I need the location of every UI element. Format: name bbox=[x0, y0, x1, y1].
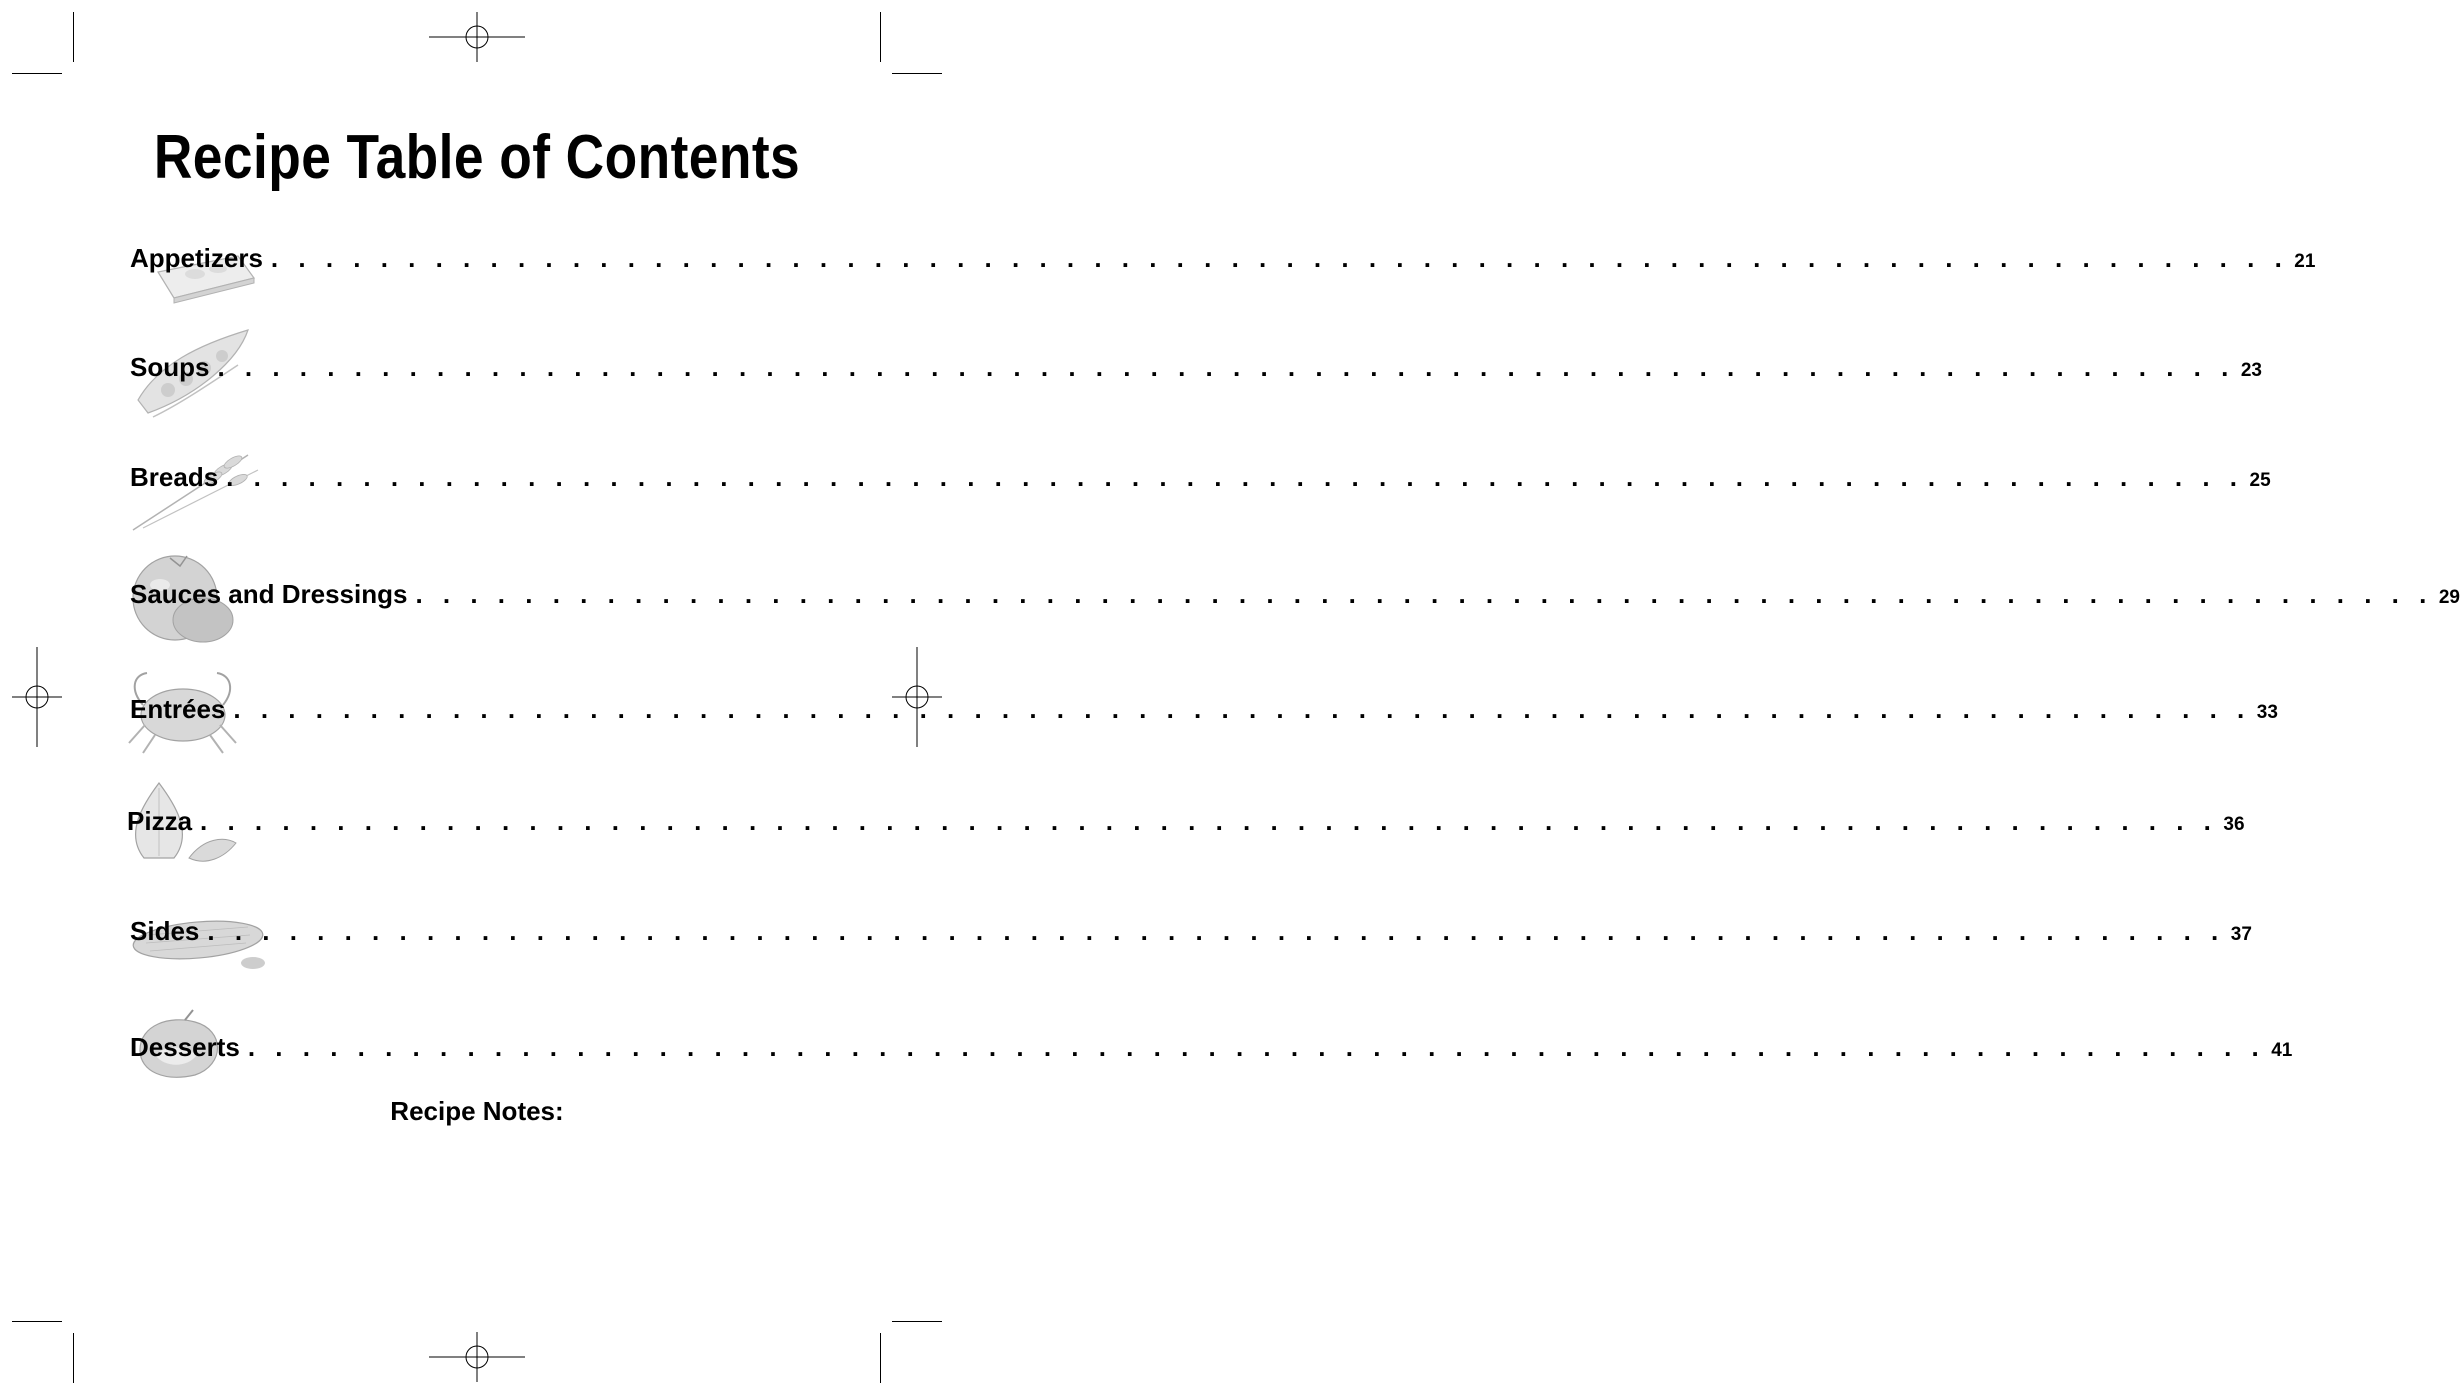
crop-mark bbox=[12, 1321, 62, 1322]
registration-mark-icon bbox=[12, 647, 62, 747]
crop-mark bbox=[73, 1333, 74, 1383]
dot-leader: . . . . . . . . . . . . . . . . . . . . . . . . . . . . . . . . . . . . . . . . . . . . . . . . . . . . . . . . . . . . . . . . . . . . . . . . . . bbox=[207, 916, 2225, 946]
dot-leader: . . . . . . . . . . . . . . . . . . . . . . . . . . . . . . . . . . . . . . . . . . . . . . . . . . . . . . . . . . . . . . . . . . . . . . . . . . bbox=[233, 694, 2251, 724]
crop-mark bbox=[12, 73, 62, 74]
crop-mark bbox=[892, 73, 942, 74]
toc-entry-label: Appetizers bbox=[130, 243, 263, 273]
toc-page-number: 37 bbox=[2230, 924, 2252, 945]
registration-mark-icon bbox=[427, 1332, 527, 1382]
toc-entry-label: Sides bbox=[130, 916, 200, 946]
toc-entry-label: Breads bbox=[130, 462, 219, 492]
dot-leader: . . . . . . . . . . . . . . . . . . . . . . . . . . . . . . . . . . . . . . . . . . . . . . . . . . . . . . . . . . . . . . . . . . . . . . . . . . bbox=[200, 806, 2218, 836]
toc-entry-label: Entrées bbox=[130, 694, 226, 724]
crop-mark bbox=[73, 12, 74, 62]
toc-page-number: 41 bbox=[2271, 1040, 2293, 1061]
toc-page-number: 21 bbox=[2294, 251, 2316, 272]
toc-entry-label: Sauces and Dressings bbox=[130, 579, 408, 609]
toc-page-number: 23 bbox=[2240, 360, 2262, 381]
toc-page-number: 29 bbox=[2438, 587, 2460, 608]
toc-page-number: 33 bbox=[2256, 702, 2278, 723]
crop-mark bbox=[892, 1321, 942, 1322]
dot-leader: . . . . . . . . . . . . . . . . . . . . . . . . . . . . . . . . . . . . . . . . . . . . . . . . . . . . . . . . . . . . . . . . . . . . . . . . . . bbox=[415, 579, 2433, 609]
recipe-notes-heading: Recipe Notes: bbox=[390, 1096, 564, 1126]
toc-entry-label: Soups bbox=[130, 352, 210, 382]
dot-leader: . . . . . . . . . . . . . . . . . . . . . . . . . . . . . . . . . . . . . . . . . . . . . . . . . . . . . . . . . . . . . . . . . . . . . . . . . . bbox=[226, 462, 2244, 492]
crop-mark bbox=[880, 1333, 881, 1383]
dot-leader: . . . . . . . . . . . . . . . . . . . . . . . . . . . . . . . . . . . . . . . . . . . . . . . . . . . . . . . . . . . . . . . . . . . . . . . . . . bbox=[247, 1032, 2266, 1062]
toc-entry-label: Pizza bbox=[127, 806, 193, 836]
registration-mark-icon bbox=[427, 12, 527, 62]
toc-entry-label: Desserts bbox=[130, 1032, 240, 1062]
toc-page-number: 25 bbox=[2249, 470, 2271, 491]
dot-leader: . . . . . . . . . . . . . . . . . . . . . . . . . . . . . . . . . . . . . . . . . . . . . . . . . . . . . . . . . . . . . . . . . . . . . . . . . . bbox=[270, 243, 2289, 273]
toc-page-number: 36 bbox=[2223, 814, 2245, 835]
crop-mark bbox=[880, 12, 881, 62]
page-title: Recipe Table of Contents bbox=[153, 123, 801, 192]
dot-leader: . . . . . . . . . . . . . . . . . . . . . . . . . . . . . . . . . . . . . . . . . . . . . . . . . . . . . . . . . . . . . . . . . . . . . . . . . . bbox=[217, 352, 2235, 382]
